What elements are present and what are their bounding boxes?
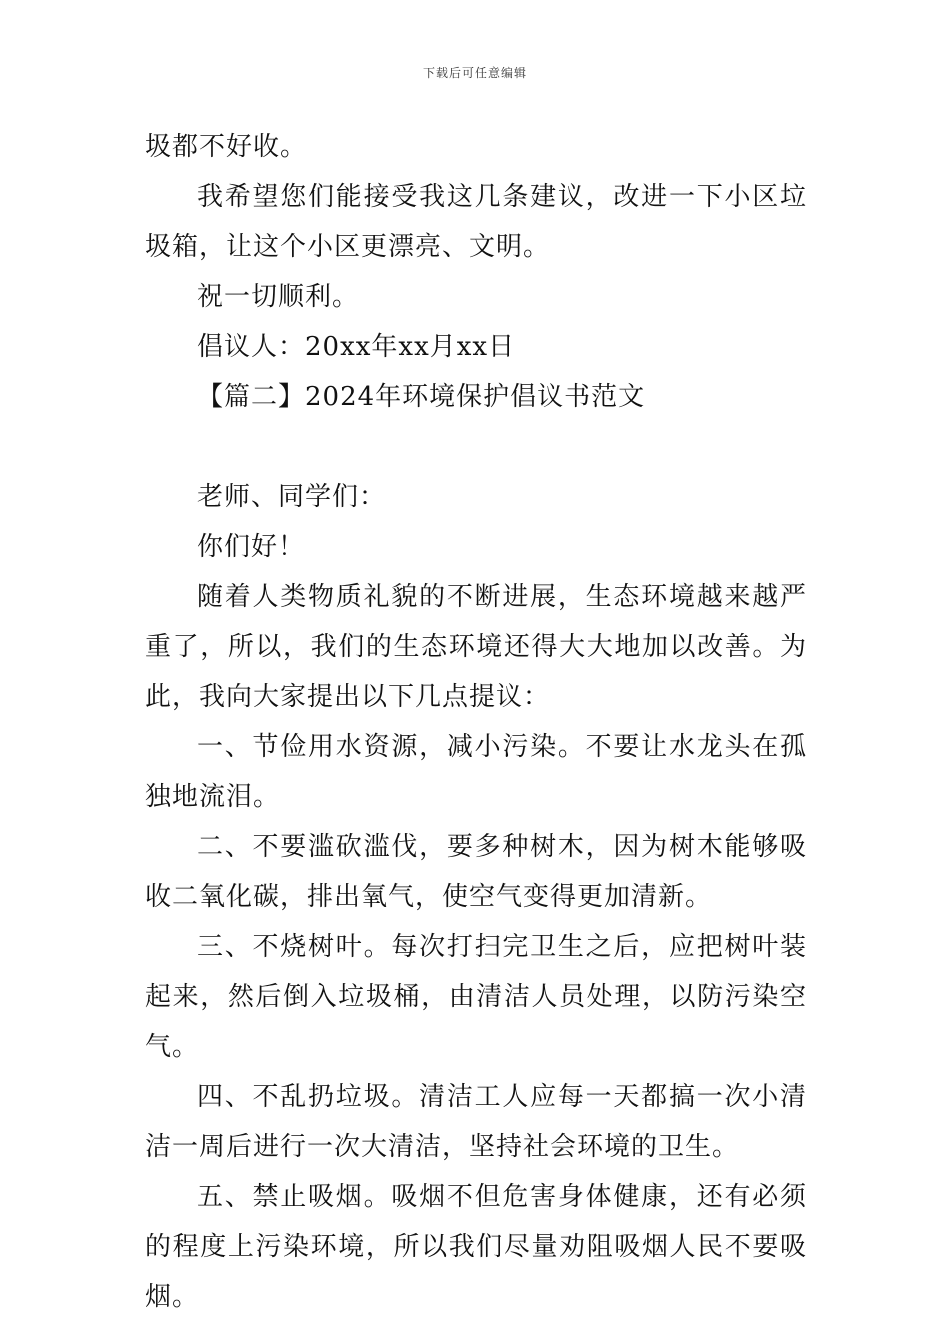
section-heading: 【篇二】2024年环境保护倡议书范文 — [197, 382, 646, 412]
paragraph-intro-fragment: 圾都不好收。 — [145, 132, 308, 162]
paragraph-signature-date: 倡议人：20xx年xx月xx日 — [197, 332, 516, 362]
page-header-note: 下载后可任意编辑 — [422, 66, 527, 80]
document-body — [145, 122, 807, 1322]
paragraph-salutation: 老师、同学们： — [197, 482, 387, 512]
paragraph-suggestion: 我希望您们能接受我这几条建议，改进一下小区垃圾箱，让这个小区更漂亮、文明。 — [145, 182, 807, 262]
paragraph-greeting: 你们好！ — [197, 532, 306, 562]
paragraph-wishes: 祝一切顺利。 — [197, 282, 360, 312]
paragraph-introduction: 随着人类物质礼貌的不断进展，生态环境越来越严重了，所以，我们的生态环境还得大大地加以改善。为此，我向大家提出以下几点提议： — [145, 582, 807, 712]
paragraph-point-2: 二、不要滥砍滥伐，要多种树木，因为树木能够吸收二氧化碳，排出氧气，使空气变得更加清新。 — [145, 832, 807, 912]
paragraph-point-1: 一、节俭用水资源，减小污染。不要让水龙头在孤独地流泪。 — [145, 732, 807, 812]
blank-line — [145, 422, 807, 472]
paragraph-point-3: 三、不烧树叶。每次打扫完卫生之后，应把树叶装起来，然后倒入垃圾桶，由清洁人员处理，以防污染空气。 — [145, 932, 807, 1062]
paragraph-point-4: 四、不乱扔垃圾。清洁工人应每一天都搞一次小清洁一周后进行一次大清洁，坚持社会环境的卫生。 — [145, 1082, 807, 1162]
paragraph-point-5: 五、禁止吸烟。吸烟不但危害身体健康，还有必须的程度上污染环境，所以我们尽量劝阻吸烟人民不要吸烟。 — [145, 1182, 807, 1312]
